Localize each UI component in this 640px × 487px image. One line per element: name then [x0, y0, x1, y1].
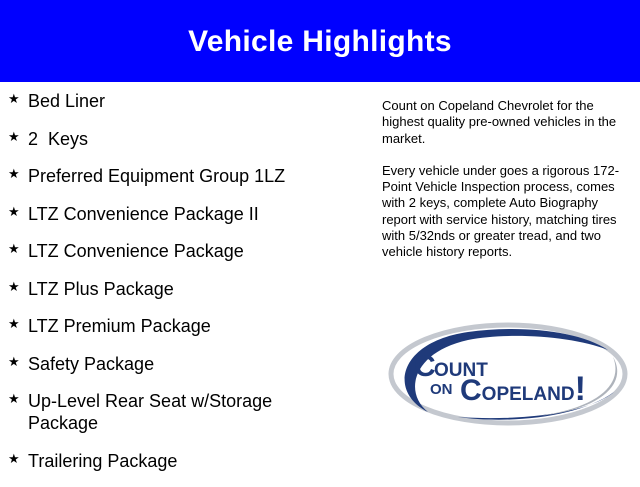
feature-label: Preferred Equipment Group 1LZ — [28, 166, 286, 186]
feature-label: Safety Package — [28, 353, 155, 374]
logo-text-ount: OUNT — [434, 360, 488, 381]
star-icon: ★ — [8, 354, 20, 370]
list-item — [8, 128, 358, 150]
star-icon: ★ — [8, 279, 20, 295]
dealer-blurb — [382, 98, 632, 277]
feature-label: Bed Liner — [28, 91, 106, 111]
star-icon: ★ — [8, 317, 20, 332]
feature-label: LTZ Plus Package — [28, 278, 174, 299]
feature-label: 2 Keys — [28, 128, 89, 149]
logo-text-on: ON — [430, 381, 453, 398]
logo-text-copeland: COPELAND! — [460, 370, 586, 408]
header-banner — [0, 0, 640, 82]
star-icon: ★ — [8, 451, 20, 467]
list-item — [8, 390, 298, 434]
feature-label: LTZ Convenience Package — [28, 241, 244, 261]
list-item — [8, 165, 358, 187]
logo-text-count: C — [414, 350, 436, 383]
list-item — [8, 315, 358, 337]
list-item — [8, 278, 358, 300]
star-icon: ★ — [8, 242, 20, 257]
count-on-copeland-logo — [388, 322, 628, 426]
blurb-paragraph: Count on Copeland Chevrolet for the highest quality pre-owned vehicles in the market. — [382, 98, 617, 146]
star-icon: ★ — [8, 204, 20, 220]
list-item — [8, 90, 358, 112]
feature-label: Trailering Package — [28, 450, 178, 471]
list-item — [8, 450, 358, 472]
feature-label: LTZ Convenience Package II — [28, 203, 259, 224]
feature-label: Up-Level Rear Seat w/Storage Package — [28, 391, 273, 433]
blurb-paragraph: Every vehicle under goes a rigorous 172-Point Vehicle Inspection process, comes with 2 keys, complete Auto Biography report with service history, matching tires with 5/32nds or greater tread, and two vehicle history reports. — [382, 162, 620, 260]
star-icon: ★ — [8, 92, 20, 107]
list-item — [8, 240, 358, 262]
star-icon: ★ — [8, 167, 20, 182]
star-icon: ★ — [8, 129, 20, 145]
page-title: Vehicle Highlights — [188, 25, 452, 58]
list-item — [8, 353, 358, 375]
star-icon: ★ — [8, 392, 20, 407]
feature-list — [8, 90, 358, 487]
feature-label: LTZ Premium Package — [28, 316, 211, 336]
list-item — [8, 203, 358, 225]
